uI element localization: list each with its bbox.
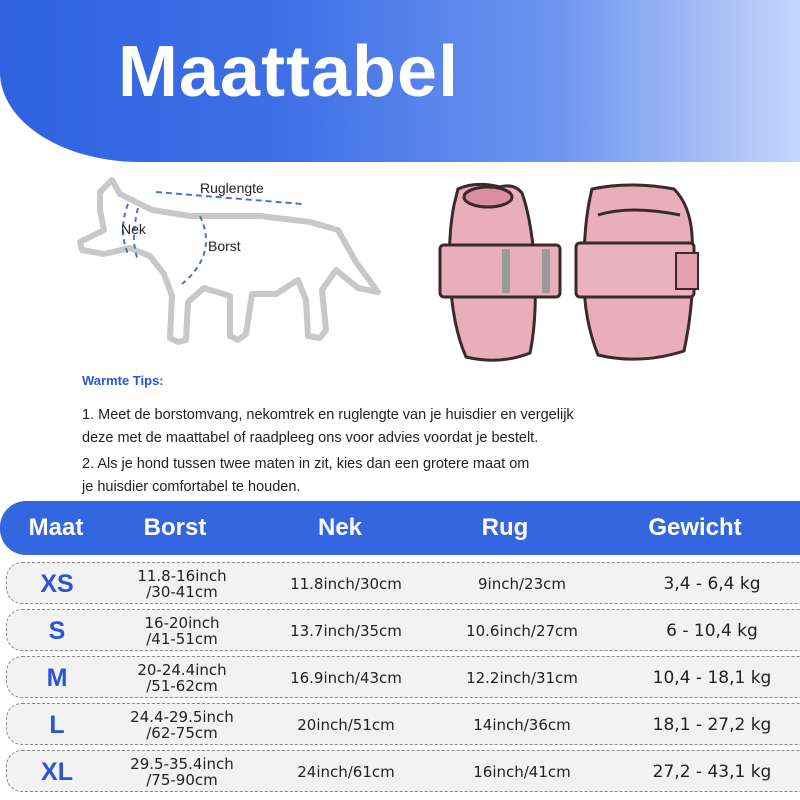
- neck-cell: 16.9inch/43cm: [290, 669, 402, 687]
- neck-label: Nek: [121, 221, 146, 237]
- back-cell: 16inch/41cm: [473, 763, 571, 781]
- dog-measurement-diagram: [60, 170, 390, 360]
- chest-cell: [107, 751, 257, 793]
- header-back: Rug: [481, 514, 529, 541]
- tips-heading: Warmte Tips:: [82, 373, 164, 388]
- dog-silhouette-icon: [60, 170, 390, 360]
- chest-label: Borst: [208, 238, 241, 254]
- page-title: Maattabel: [118, 32, 460, 112]
- table-row: [6, 656, 800, 698]
- back-length-label: Ruglengte: [200, 180, 264, 196]
- chest-cm: /41-51cm: [146, 630, 218, 648]
- header-neck: Nek: [317, 514, 363, 541]
- header-weight: Gewicht: [648, 514, 742, 541]
- chest-cm: /30-41cm: [146, 583, 218, 601]
- chest-inch: 11.8-16inch: [137, 567, 227, 585]
- title-banner: [0, 0, 800, 162]
- back-cell: 9inch/23cm: [478, 575, 566, 593]
- tip-line: je huisdier comfortabel te houden.: [82, 479, 301, 495]
- chest-cell: [107, 657, 257, 699]
- weight-cell: 18,1 - 27,2 kg: [652, 715, 772, 735]
- back-cell: 12.2inch/31cm: [466, 669, 578, 687]
- size-cell: XS: [40, 569, 74, 598]
- chest-cell: [107, 563, 257, 605]
- size-cell: XL: [41, 757, 73, 786]
- dog-vest-icon: [430, 175, 720, 375]
- chest-cell: [107, 704, 257, 746]
- neck-cell: 13.7inch/35cm: [290, 622, 402, 640]
- chest-inch: 29.5-35.4inch: [130, 755, 234, 773]
- neck-cell: 11.8inch/30cm: [290, 575, 402, 593]
- tip-line: deze met de maattabel of raadpleeg ons voor advies voordat je bestelt.: [82, 430, 539, 446]
- table-row: [6, 750, 800, 792]
- neck-cell: 20inch/51cm: [297, 716, 395, 734]
- chest-inch: 24.4-29.5inch: [130, 708, 234, 726]
- back-cell: 14inch/36cm: [473, 716, 571, 734]
- chest-cm: /75-90cm: [146, 771, 218, 789]
- header-size: Maat: [28, 514, 84, 541]
- table-row: [6, 562, 800, 604]
- table-row: [6, 609, 800, 651]
- table-row: [6, 703, 800, 745]
- chest-cell: [107, 610, 257, 652]
- chest-inch: 16-20inch: [144, 614, 220, 632]
- weight-cell: 6 - 10,4 kg: [666, 621, 758, 641]
- header-chest: Borst: [143, 514, 207, 541]
- chest-cm: /51-62cm: [146, 677, 218, 695]
- tip-line: 1. Meet de borstomvang, nekomtrek en ruglengte van je huisdier en vergelijk: [82, 407, 574, 423]
- tip-item: [82, 404, 682, 450]
- size-table-header: [0, 501, 800, 555]
- size-cell: M: [46, 663, 68, 692]
- chest-inch: 20-24.4inch: [137, 661, 227, 679]
- weight-cell: 3,4 - 6,4 kg: [663, 574, 761, 594]
- tip-item: [82, 453, 682, 499]
- weight-cell: 10,4 - 18,1 kg: [652, 668, 772, 688]
- size-cell: L: [49, 710, 65, 739]
- chest-cm: /62-75cm: [146, 724, 218, 742]
- back-cell: 10.6inch/27cm: [466, 622, 578, 640]
- weight-cell: 27,2 - 43,1 kg: [652, 762, 772, 782]
- neck-cell: 24inch/61cm: [297, 763, 395, 781]
- size-cell: S: [48, 616, 66, 645]
- vest-product-images: [430, 175, 720, 375]
- tip-line: 2. Als je hond tussen twee maten in zit, kies dan een grotere maat om: [82, 456, 530, 472]
